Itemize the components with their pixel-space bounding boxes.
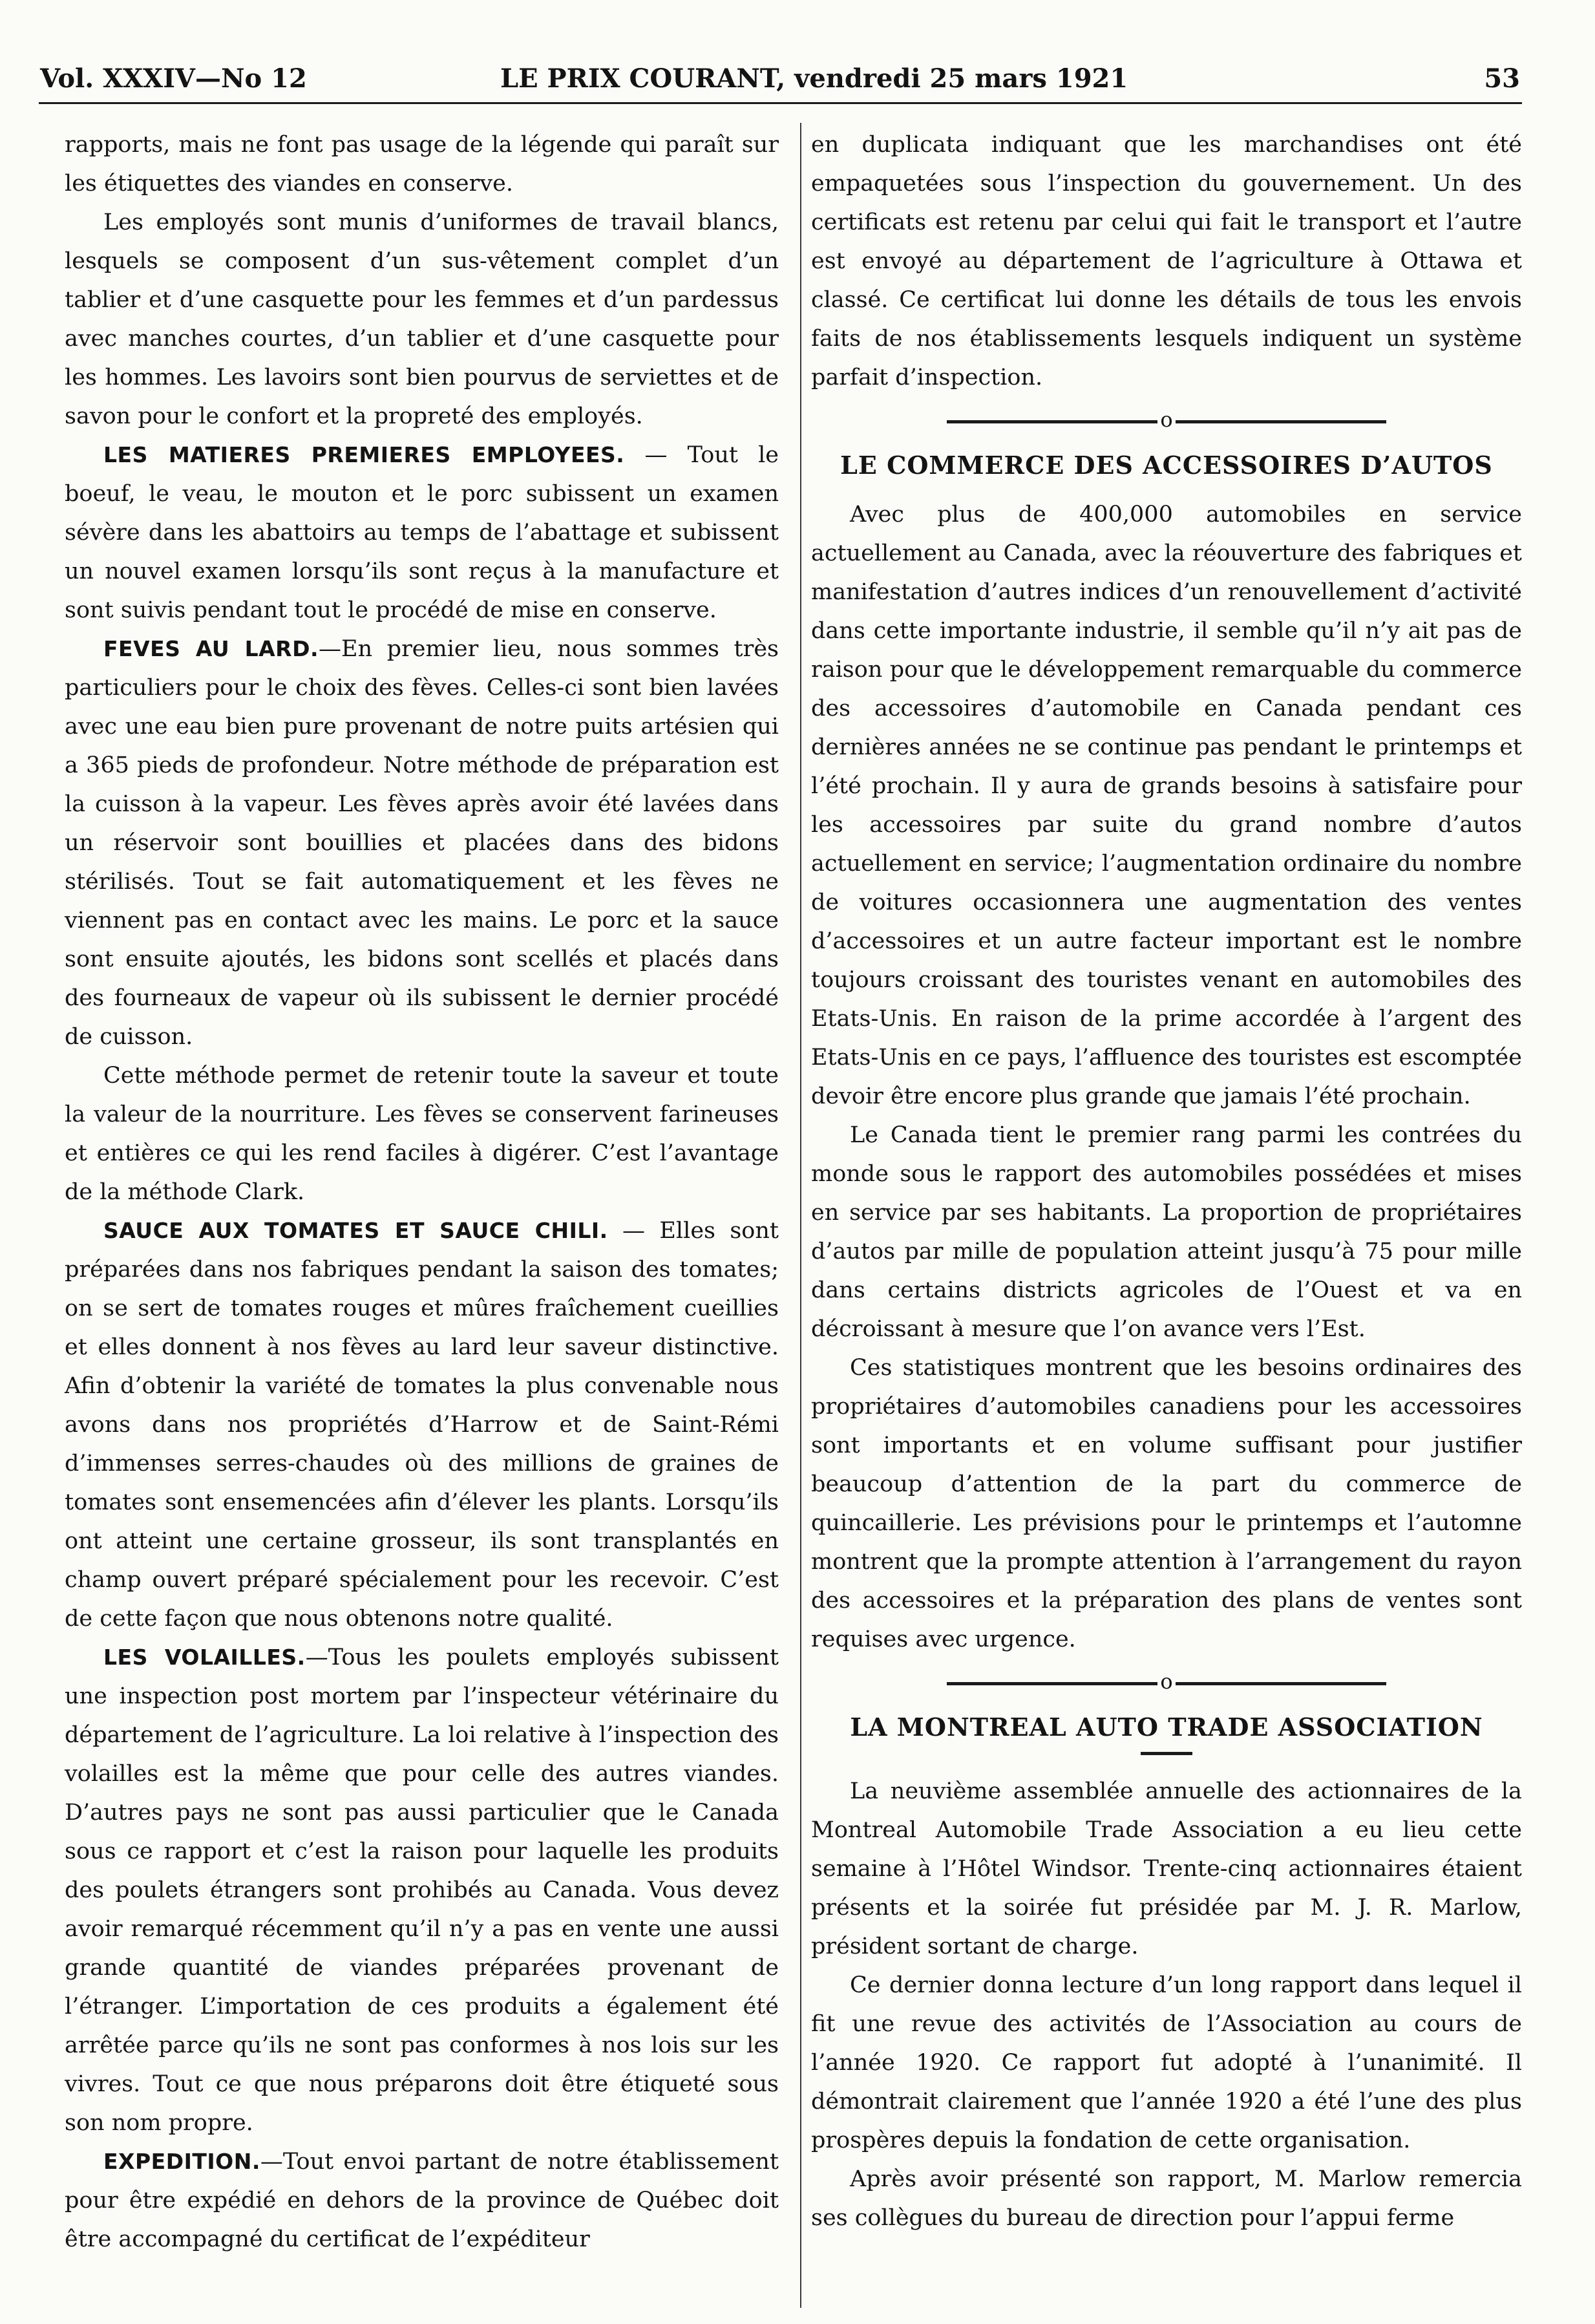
run-in-heading: LES MATIERES PREMIERES EMPLOYEES. [103, 442, 625, 467]
left-column [65, 125, 779, 2259]
publication-title-date: LE PRIX COURANT, vendredi 25 mars 1921 [500, 63, 1128, 94]
paragraph [65, 1211, 779, 1638]
paragraph [65, 436, 779, 630]
article-title: LE COMMERCE DES ACCESSOIRES D’AUTOS [840, 451, 1493, 480]
paragraph: Avec plus de 400,000 automobiles en service actuellement au Canada, avec la réouverture des fabriques et manifestation d’autres indices d’un renouvellement d’activité dans cette importante industrie, il semble qu’il n’y ait pas de raison pour que le développement remarquable du commerce des accessoires d’automobile en Canada pendant ces dernières années ne se continue pas pendant le printemps et l’été prochain. Il y aura de grands besoins à satisfaire pour les accessoires par suite du grand nombre d’autos actuellement en service; l’augmentation ordinaire du nombre de voitures occasionnera une augmentation des ventes d’accessoires et un autre facteur important est le nombre toujours croissant des touristes venant en automobiles des Etats-Unis. En raison de la prime accordée à l’argent des Etats-Unis en ce pays, l’affluence des touristes est escomptée devoir être encore plus grande que jamais l’été prochain. [811, 502, 1522, 1109]
volume-issue: Vol. XXXIV—No 12 [40, 63, 307, 94]
paragraph: Le Canada tient le premier rang parmi les contrées du monde sous le rapport des automobiles possédées et mises en service par ses habitants. La proportion de propriétaires d’autos par mille de population atteint jusqu’à 75 pour mille dans certains districts agricoles de l’Ouest et va en décroissant à mesure que l’on avance vers l’Est. [811, 1122, 1522, 1342]
paragraph [65, 630, 779, 1056]
header-rule [39, 102, 1522, 104]
paragraph: Cette méthode permet de retenir toute la saveur et toute la valeur de la nourriture. Les fèves se conservent farineuses et entières ce qui les rend faciles à digérer. C’est l’avantage de la méthode Clark. [65, 1063, 779, 1205]
paragraph [65, 2142, 779, 2259]
page-number: 53 [1484, 63, 1520, 94]
run-in-heading: FEVES AU LARD. [103, 636, 319, 661]
section-divider [811, 400, 1522, 438]
paragraph: Ce dernier donna lecture d’un long rapport dans lequel il fit une revue des activités de l’Association au cours de l’année 1920. Ce rapport fut adopté à l’unanimité. Il démontrait clairement que l’année 1920 a été l’une des plus prospères depuis la fondation de cette organisation. [811, 1972, 1522, 2153]
paragraph-text: —En premier lieu, nous sommes très particuliers pour le choix des fèves. Celles-ci sont bien lavées avec une eau bien pure provenant de notre puits artésien qui a 365 pieds de profondeur. Notre méthode de préparation est la cuisson à la vapeur. Les fèves après avoir été lavées dans un réservoir sont bouillies et placées dans des bidons stérilisés. Tout se fait automatiquement et les fèves ne viennent pas en contact avec les mains. Le porc et la sauce sont ensuite ajoutés, les bidons sont scellés et placés dans des fourneaux de vapeur où ils subissent le dernier procédé de cuisson. [65, 636, 779, 1050]
paragraph: Les employés sont munis d’uniformes de travail blancs, lesquels se composent d’un sus-vêtement complet d’un tablier et d’une casquette pour les femmes et d’un pardessus avec manches courtes, d’un tablier et d’une casquette pour les hommes. Les lavoirs sont bien pourvus de serviettes et de savon pour le confort et la propreté des employés. [65, 209, 779, 429]
paragraph: rapports, mais ne font pas usage de la légende qui paraît sur les étiquettes des viandes en conserve. [65, 132, 779, 197]
paragraph-text: —Tout envoi partant de notre établissement pour être expédié en dehors de la province de Québec doit être accompagné du certificat de l’expéditeur [65, 2149, 779, 2252]
divider-mark: o [1157, 1664, 1176, 1699]
column-rule [800, 123, 801, 2308]
article-title: LA MONTREAL AUTO TRADE ASSOCIATION [850, 1712, 1483, 1742]
paragraph-text: — Tout le boeuf, le veau, le mouton et le porc subissent un examen sévère dans les abattoirs au temps de l’abattage et subissent un nouvel examen lorsqu’ils sont reçus à la manufacture et sont suivis pendant tout le procédé de mise en conserve. [65, 442, 779, 623]
paragraph: Après avoir présenté son rapport, M. Marlow remercia ses collègues du bureau de direction pour l’appui ferme [811, 2166, 1522, 2231]
divider-mark: o [1157, 402, 1176, 437]
run-in-heading: SAUCE AUX TOMATES ET SAUCE CHILI. [103, 1218, 608, 1243]
run-in-heading: LES VOLAILLES. [103, 1645, 306, 1670]
paragraph-text: — Elles sont préparées dans nos fabriques pendant la saison des tomates; on se sert de tomates rouges et mûres fraîchement cueillies et elles donnent à nos fèves au lard leur saveur distinctive. Afin d’obtenir la variété de tomates la plus convenable nous avons dans nos propriétés d’Harrow et de Saint-Rémi d’immenses serres-chaudes où des millions de graines de tomates sont ensemencées afin d’élever les plants. Lorsqu’ils ont atteint une certaine grosseur, ils sont transplantés en champ ouvert préparé spécialement pour les recevoir. C’est de cette façon que nous obtenons notre qualité. [65, 1218, 779, 1632]
paragraph: Ces statistiques montrent que les besoins ordinaires des propriétaires d’automobiles canadiens pour les accessoires sont importants et en volume suffisant pour justifier beaucoup d’attention de la part du commerce de quincaillerie. Les prévisions pour le printemps et l’automne montrent que la prompte attention à l’arrangement du rayon des accessoires et la préparation des plans de ventes sont requises avec urgence. [811, 1355, 1522, 1652]
paragraph [65, 1638, 779, 2142]
paragraph: La neuvième assemblée annuelle des actionnaires de la Montreal Automobile Trade Association a eu lieu cette semaine à l’Hôtel Windsor. Trente-cinq actionnaires étaient présents et la soirée fut présidée par M. J. R. Marlow, président sortant de charge. [811, 1778, 1522, 1959]
paragraph: en duplicata indiquant que les marchandises ont été empaquetées sous l’inspection du gouvernement. Un des certificats est retenu par celui qui fait le transport et l’autre est envoyé au département de l’agriculture à Ottawa et classé. Ce certificat lui donne les détails de tous les envois faits de nos établissements lesquels indiquent un système parfait d’inspection. [811, 132, 1522, 390]
right-column [811, 125, 1522, 2237]
paragraph-text: —Tous les poulets employés subissent une inspection post mortem par l’inspecteur vétérinaire du département de l’agriculture. La loi relative à l’inspection des volailles est la même que pour celle des autres viandes. D’autres pays ne sont pas aussi particulier que le Canada sous ce rapport et c’est la raison pour laquelle les produits des poulets étrangers sont prohibés au Canada. Vous devez avoir remarqué récemment qu’il n’y a pas en vente une aussi grande quantité de viandes préparées provenant de l’étranger. L’importation de ces produits a également été arrêtée parce qu’ils ne sont pas conformes à nos lois sur les vivres. Tout ce que nous préparons doit être étiqueté sous son nom propre. [65, 1645, 779, 2136]
running-head [40, 63, 1520, 102]
title-underline [1141, 1752, 1192, 1755]
run-in-heading: EXPEDITION. [103, 2149, 260, 2174]
section-divider [811, 1661, 1522, 1700]
